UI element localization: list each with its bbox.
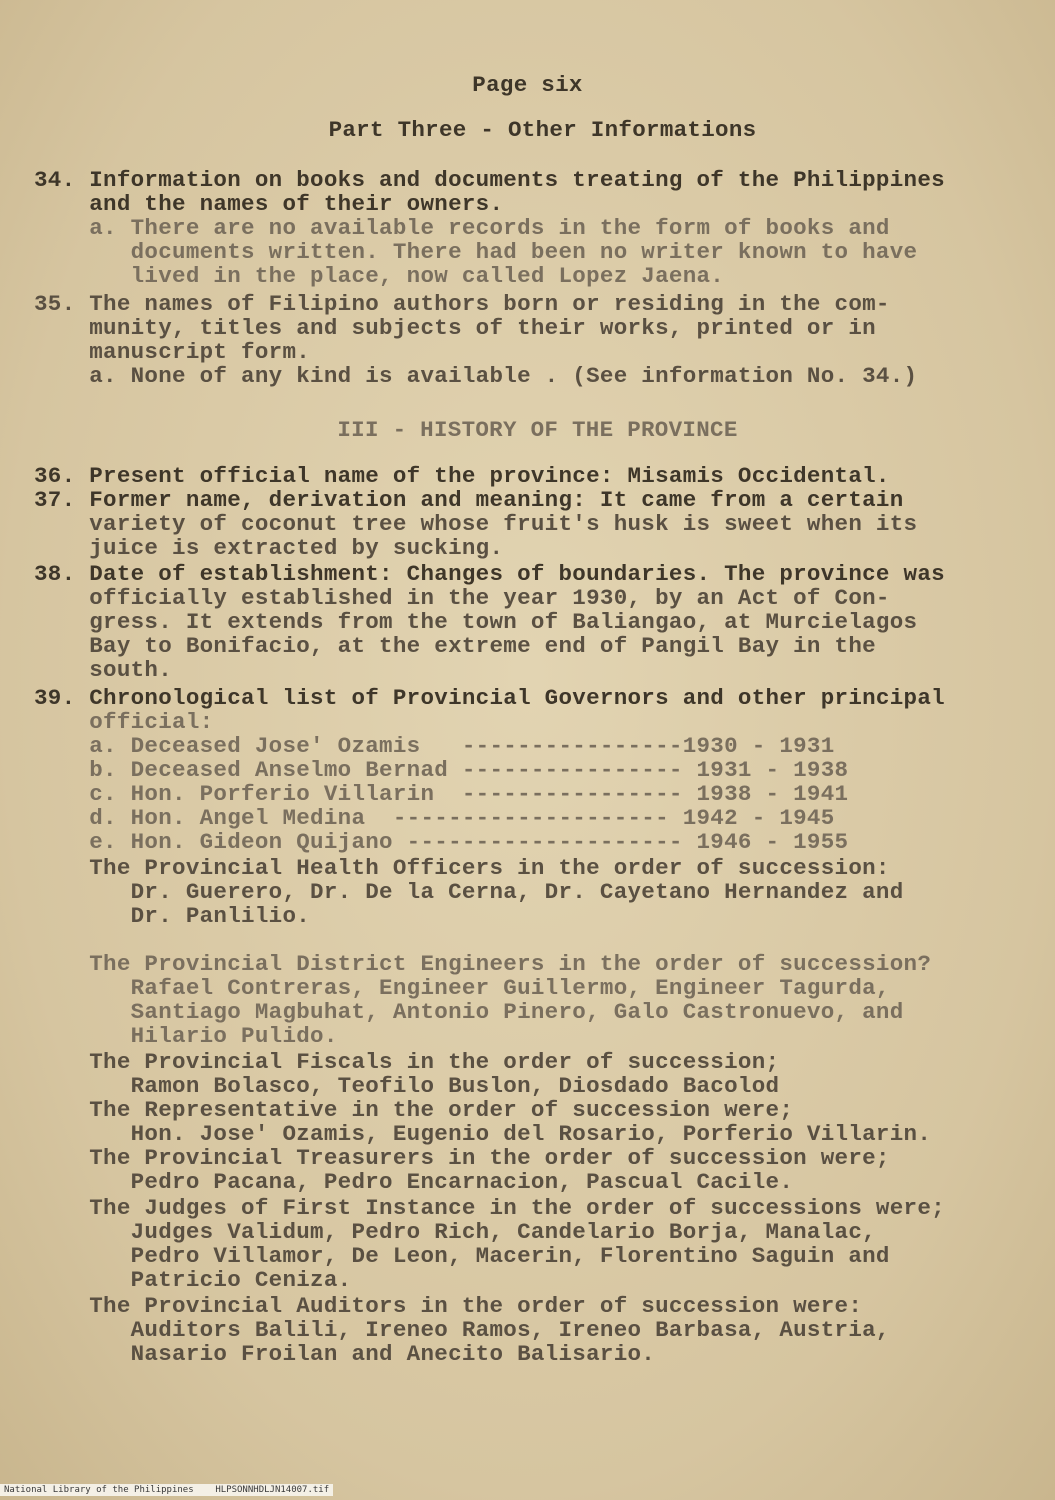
item-37-line-1: 37. Former name, derivation and meaning: It came from a certain <box>34 487 904 513</box>
engineers-line-1: The Provincial District Engineers in the order of succession? <box>34 951 932 977</box>
item-35-line-4: a. None of any kind is available . (See information No. 34.) <box>34 363 918 389</box>
item-38-line-5: south. <box>34 657 173 683</box>
fiscals-line-2: Ramon Bolasco, Teofilo Buslon, Diosdado Bacolod <box>34 1073 780 1099</box>
item-34-line-2: and the names of their owners. <box>34 191 504 217</box>
item-35-line-2: munity, titles and subjects of their works, printed or in <box>34 315 876 341</box>
governor-entry: b. Deceased Anselmo Bernad ---------------- 1931 - 1938 <box>34 757 849 783</box>
auditors-line-1: The Provincial Auditors in the order of succession were: <box>34 1293 863 1319</box>
item-35-line-3: manuscript form. <box>34 339 311 365</box>
page-label: Page six <box>472 72 583 98</box>
representatives-line-1: The Representative in the order of succession were; <box>34 1097 794 1123</box>
judges-line-2: Judges Validum, Pedro Rich, Candelario Borja, Manalac, <box>34 1219 876 1245</box>
governor-entry: c. Hon. Porferio Villarin ---------------- 1938 - 1941 <box>34 781 849 807</box>
treasurers-line-2: Pedro Pacana, Pedro Encarnacion, Pascual Cacile. <box>34 1169 794 1195</box>
health-officers-line-1: The Provincial Health Officers in the order of succession: <box>34 855 890 881</box>
footer-library: National Library of the Philippines <box>4 1485 194 1495</box>
engineers-line-3: Santiago Magbuhat, Antonio Pinero, Galo Castronuevo, and <box>34 999 904 1025</box>
engineers-line-4: Hilario Pulido. <box>34 1023 338 1049</box>
judges-line-3: Pedro Villamor, De Leon, Macerin, Florentino Saguin and <box>34 1243 890 1269</box>
item-35-line-1: 35. The names of Filipino authors born or residing in the com- <box>34 291 890 317</box>
section-heading: III - HISTORY OF THE PROVINCE <box>337 417 738 443</box>
item-34-line-5: lived in the place, now called Lopez Jaena. <box>34 263 725 289</box>
health-officers-line-3: Dr. Panlilio. <box>34 903 311 929</box>
governor-entry: d. Hon. Angel Medina -------------------- 1942 - 1945 <box>34 805 835 831</box>
governor-entry: e. Hon. Gideon Quijano -------------------- 1946 - 1955 <box>34 829 849 855</box>
treasurers-line-1: The Provincial Treasurers in the order of succession were; <box>34 1145 890 1171</box>
governor-entry: a. Deceased Jose' Ozamis ----------------1930 - 1931 <box>34 733 835 759</box>
item-38-line-1: 38. Date of establishment: Changes of boundaries. The province was <box>34 561 945 587</box>
footer-file: HLPSONNHDLJN14007.tif <box>215 1485 330 1495</box>
item-39-line-2: official: <box>34 709 214 735</box>
item-38-line-2: officially established in the year 1930, by an Act of Con- <box>34 585 890 611</box>
judges-line-4: Patricio Ceniza. <box>34 1267 352 1293</box>
item-39-line-1: 39. Chronological list of Provincial Governors and other principal <box>34 685 945 711</box>
engineers-line-2: Rafael Contreras, Engineer Guillermo, Engineer Tagurda, <box>34 975 890 1001</box>
item-34-line-4: documents written. There had been no writer known to have <box>34 239 918 265</box>
auditors-line-3: Nasario Froilan and Anecito Balisario. <box>34 1341 656 1367</box>
item-37-line-3: juice is extracted by sucking. <box>34 535 504 561</box>
scan-footer <box>0 1484 333 1496</box>
item-37-line-2: variety of coconut tree whose fruit's husk is sweet when its <box>34 511 918 537</box>
auditors-line-2: Auditors Balili, Ireneo Ramos, Ireneo Barbasa, Austria, <box>34 1317 890 1343</box>
representatives-line-2: Hon. Jose' Ozamis, Eugenio del Rosario, Porferio Villarin. <box>34 1121 932 1147</box>
fiscals-line-1: The Provincial Fiscals in the order of succession; <box>34 1049 780 1075</box>
item-38-line-3: gress. It extends from the town of Baliangao, at Murcielagos <box>34 609 918 635</box>
health-officers-line-2: Dr. Guerero, Dr. De la Cerna, Dr. Cayetano Hernandez and <box>34 879 904 905</box>
item-36-line-1: 36. Present official name of the province: Misamis Occidental. <box>34 463 890 489</box>
part-title: Part Three - Other Informations <box>328 117 757 143</box>
item-34-line-3: a. There are no available records in the form of books and <box>34 215 890 241</box>
item-34-line-1: 34. Information on books and documents treating of the Philippines <box>34 167 945 193</box>
judges-line-1: The Judges of First Instance in the order of successions were; <box>34 1195 945 1221</box>
item-38-line-4: Bay to Bonifacio, at the extreme end of Pangil Bay in the <box>34 633 876 659</box>
